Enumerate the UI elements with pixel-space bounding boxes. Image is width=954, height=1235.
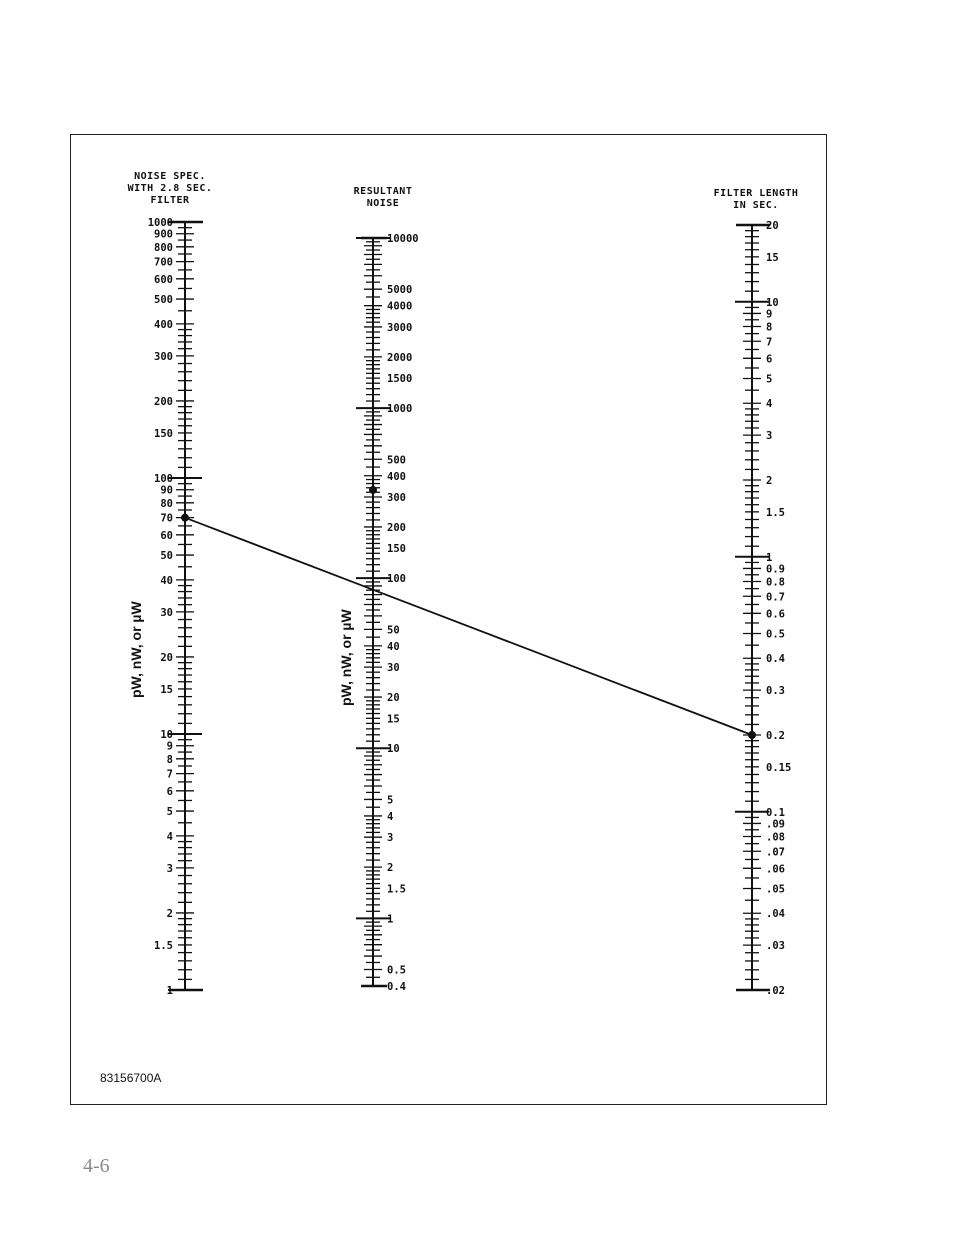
- noise-spec-tick-label: 30: [160, 606, 173, 619]
- resultant-noise-tick-label: 50: [387, 624, 400, 637]
- filter-length-tick-label: 0.3: [766, 685, 785, 698]
- noise-spec-tick-label: 8: [166, 753, 173, 766]
- filter-length-tick-label: 0.2: [766, 730, 785, 742]
- noise-spec-point: [181, 514, 189, 522]
- figure-id: 83156700A: [100, 1071, 162, 1085]
- noise-spec-tick-label: 900: [154, 228, 173, 241]
- resultant-noise-tick-label: 20: [387, 692, 400, 705]
- resultant-noise-tick-label: 5000: [387, 284, 413, 297]
- filter-length-tick-label: .04: [766, 908, 785, 921]
- noise-spec-tick-label: 2: [166, 907, 173, 920]
- filter-length-tick-label: 0.5: [766, 628, 785, 641]
- resultant-noise-tick-label: 400: [387, 470, 406, 483]
- noise-spec-tick-label: 1000: [147, 217, 173, 229]
- noise-spec-tick-label: 1.5: [154, 939, 173, 952]
- example-isopleth-line: [185, 518, 752, 735]
- filter-length-tick-label: 8: [766, 321, 773, 334]
- filter-length-tick-label: 7: [766, 336, 773, 349]
- resultant-noise-tick-label: 3000: [387, 321, 413, 334]
- filter-length-tick-label: 9: [766, 308, 773, 321]
- resultant-noise-unit-label: pW, nW, or µW: [338, 609, 354, 706]
- noise-spec-tick-label: 60: [160, 529, 173, 542]
- resultant-noise-tick-label: 1.5: [387, 883, 406, 896]
- noise-spec-tick-label: 80: [160, 497, 173, 510]
- filter-length-tick-label: 0.8: [766, 576, 785, 589]
- filter-length-tick-label: 0.9: [766, 563, 785, 576]
- noise-spec-tick-label: 400: [154, 318, 173, 331]
- filter-length-tick-label: 2: [766, 475, 773, 487]
- filter-length-tick-label: .07: [766, 846, 785, 859]
- resultant-noise-tick-label: 40: [387, 640, 400, 653]
- filter-length-tick-label: 0.15: [766, 761, 792, 774]
- resultant-noise-tick-label: 4: [387, 810, 394, 823]
- filter-length-tick-label: .08: [766, 831, 785, 844]
- resultant-noise-tick-label: 5: [387, 794, 394, 807]
- noise-spec-tick-label: 9: [166, 740, 173, 753]
- resultant-noise-point: [369, 486, 377, 494]
- noise-spec-tick-label: 50: [160, 550, 173, 563]
- resultant-noise-tick-label: 1: [387, 913, 394, 926]
- filter-length-tick-label: 1: [766, 551, 773, 564]
- resultant-noise-tick-label: 1000: [387, 403, 413, 416]
- noise-spec-tick-label: 20: [160, 651, 173, 664]
- noise-spec-tick-label: 4: [166, 830, 173, 843]
- noise-spec-tick-label: 7: [166, 768, 173, 781]
- noise-spec-unit-label: pW, nW, or µW: [128, 601, 144, 698]
- filter-length-title: FILTER LENGTH IN SEC.: [713, 188, 799, 211]
- resultant-noise-tick-label: 500: [387, 454, 406, 467]
- noise-spec-tick-label: 10: [160, 729, 173, 741]
- filter-length-tick-label: 15: [766, 251, 779, 264]
- noise-spec-tick-label: 3: [166, 862, 173, 875]
- filter-length-tick-label: 3: [766, 430, 773, 443]
- noise-spec-tick-label: 800: [154, 241, 173, 254]
- resultant-noise-tick-label: 3: [387, 832, 394, 845]
- noise-spec-tick-label: 15: [160, 683, 173, 696]
- resultant-noise-tick-label: 300: [387, 492, 406, 505]
- resultant-noise-tick-label: 150: [387, 543, 406, 556]
- noise-spec-tick-label: 200: [154, 395, 173, 408]
- filter-length-tick-label: 20: [766, 220, 779, 232]
- filter-length-tick-label: 0.7: [766, 591, 785, 604]
- page-number: 4-6: [83, 1155, 110, 1177]
- resultant-noise-tick-label: 200: [387, 521, 406, 534]
- filter-length-tick-label: 5: [766, 373, 773, 386]
- noise-spec-tick-label: 100: [154, 473, 173, 485]
- resultant-noise-tick-label: 10000: [387, 233, 419, 245]
- resultant-noise-title: RESULTANT NOISE: [353, 186, 413, 209]
- filter-length-tick-label: 10: [766, 296, 779, 309]
- noise-spec-tick-label: 6: [166, 785, 173, 798]
- noise-spec-tick-label: 300: [154, 350, 173, 363]
- noise-spec-tick-label: 40: [160, 574, 173, 587]
- resultant-noise-tick-label: 10: [387, 743, 400, 756]
- noise-spec-tick-label: 150: [154, 427, 173, 440]
- filter-length-tick-label: .02: [766, 985, 785, 997]
- filter-length-tick-label: 0.4: [766, 653, 785, 666]
- resultant-noise-tick-label: 30: [387, 662, 400, 675]
- filter-length-tick-label: .09: [766, 818, 785, 831]
- filter-length-tick-label: 6: [766, 353, 773, 366]
- noise-spec-title: NOISE SPEC. WITH 2.8 SEC. FILTER: [127, 171, 213, 206]
- filter-length-tick-label: 1.5: [766, 506, 785, 519]
- resultant-noise-tick-label: 0.5: [387, 964, 406, 977]
- noise-spec-tick-label: 5: [166, 806, 173, 819]
- resultant-noise-tick-label: 100: [387, 573, 406, 586]
- resultant-noise-tick-label: 15: [387, 713, 400, 726]
- filter-length-tick-label: .05: [766, 883, 785, 896]
- noise-spec-tick-label: 1: [166, 985, 173, 997]
- resultant-noise-tick-label: 4000: [387, 300, 413, 313]
- filter-length-point: [748, 731, 756, 739]
- resultant-noise-tick-label: 2000: [387, 351, 413, 364]
- noise-spec-tick-label: 700: [154, 256, 173, 269]
- resultant-noise-tick-label: 1500: [387, 373, 413, 386]
- filter-length-tick-label: .06: [766, 863, 785, 876]
- resultant-noise-tick-label: 2: [387, 862, 394, 875]
- filter-length-tick-label: 4: [766, 398, 773, 411]
- noise-spec-tick-label: 90: [160, 484, 173, 497]
- resultant-noise-tick-label: 0.4: [387, 981, 406, 993]
- noise-spec-tick-label: 500: [154, 294, 173, 307]
- filter-length-tick-label: 0.6: [766, 608, 785, 621]
- filter-length-tick-label: .03: [766, 940, 785, 953]
- filter-length-tick-label: 0.1: [766, 806, 785, 819]
- noise-spec-tick-label: 70: [160, 512, 173, 525]
- noise-spec-tick-label: 600: [154, 273, 173, 286]
